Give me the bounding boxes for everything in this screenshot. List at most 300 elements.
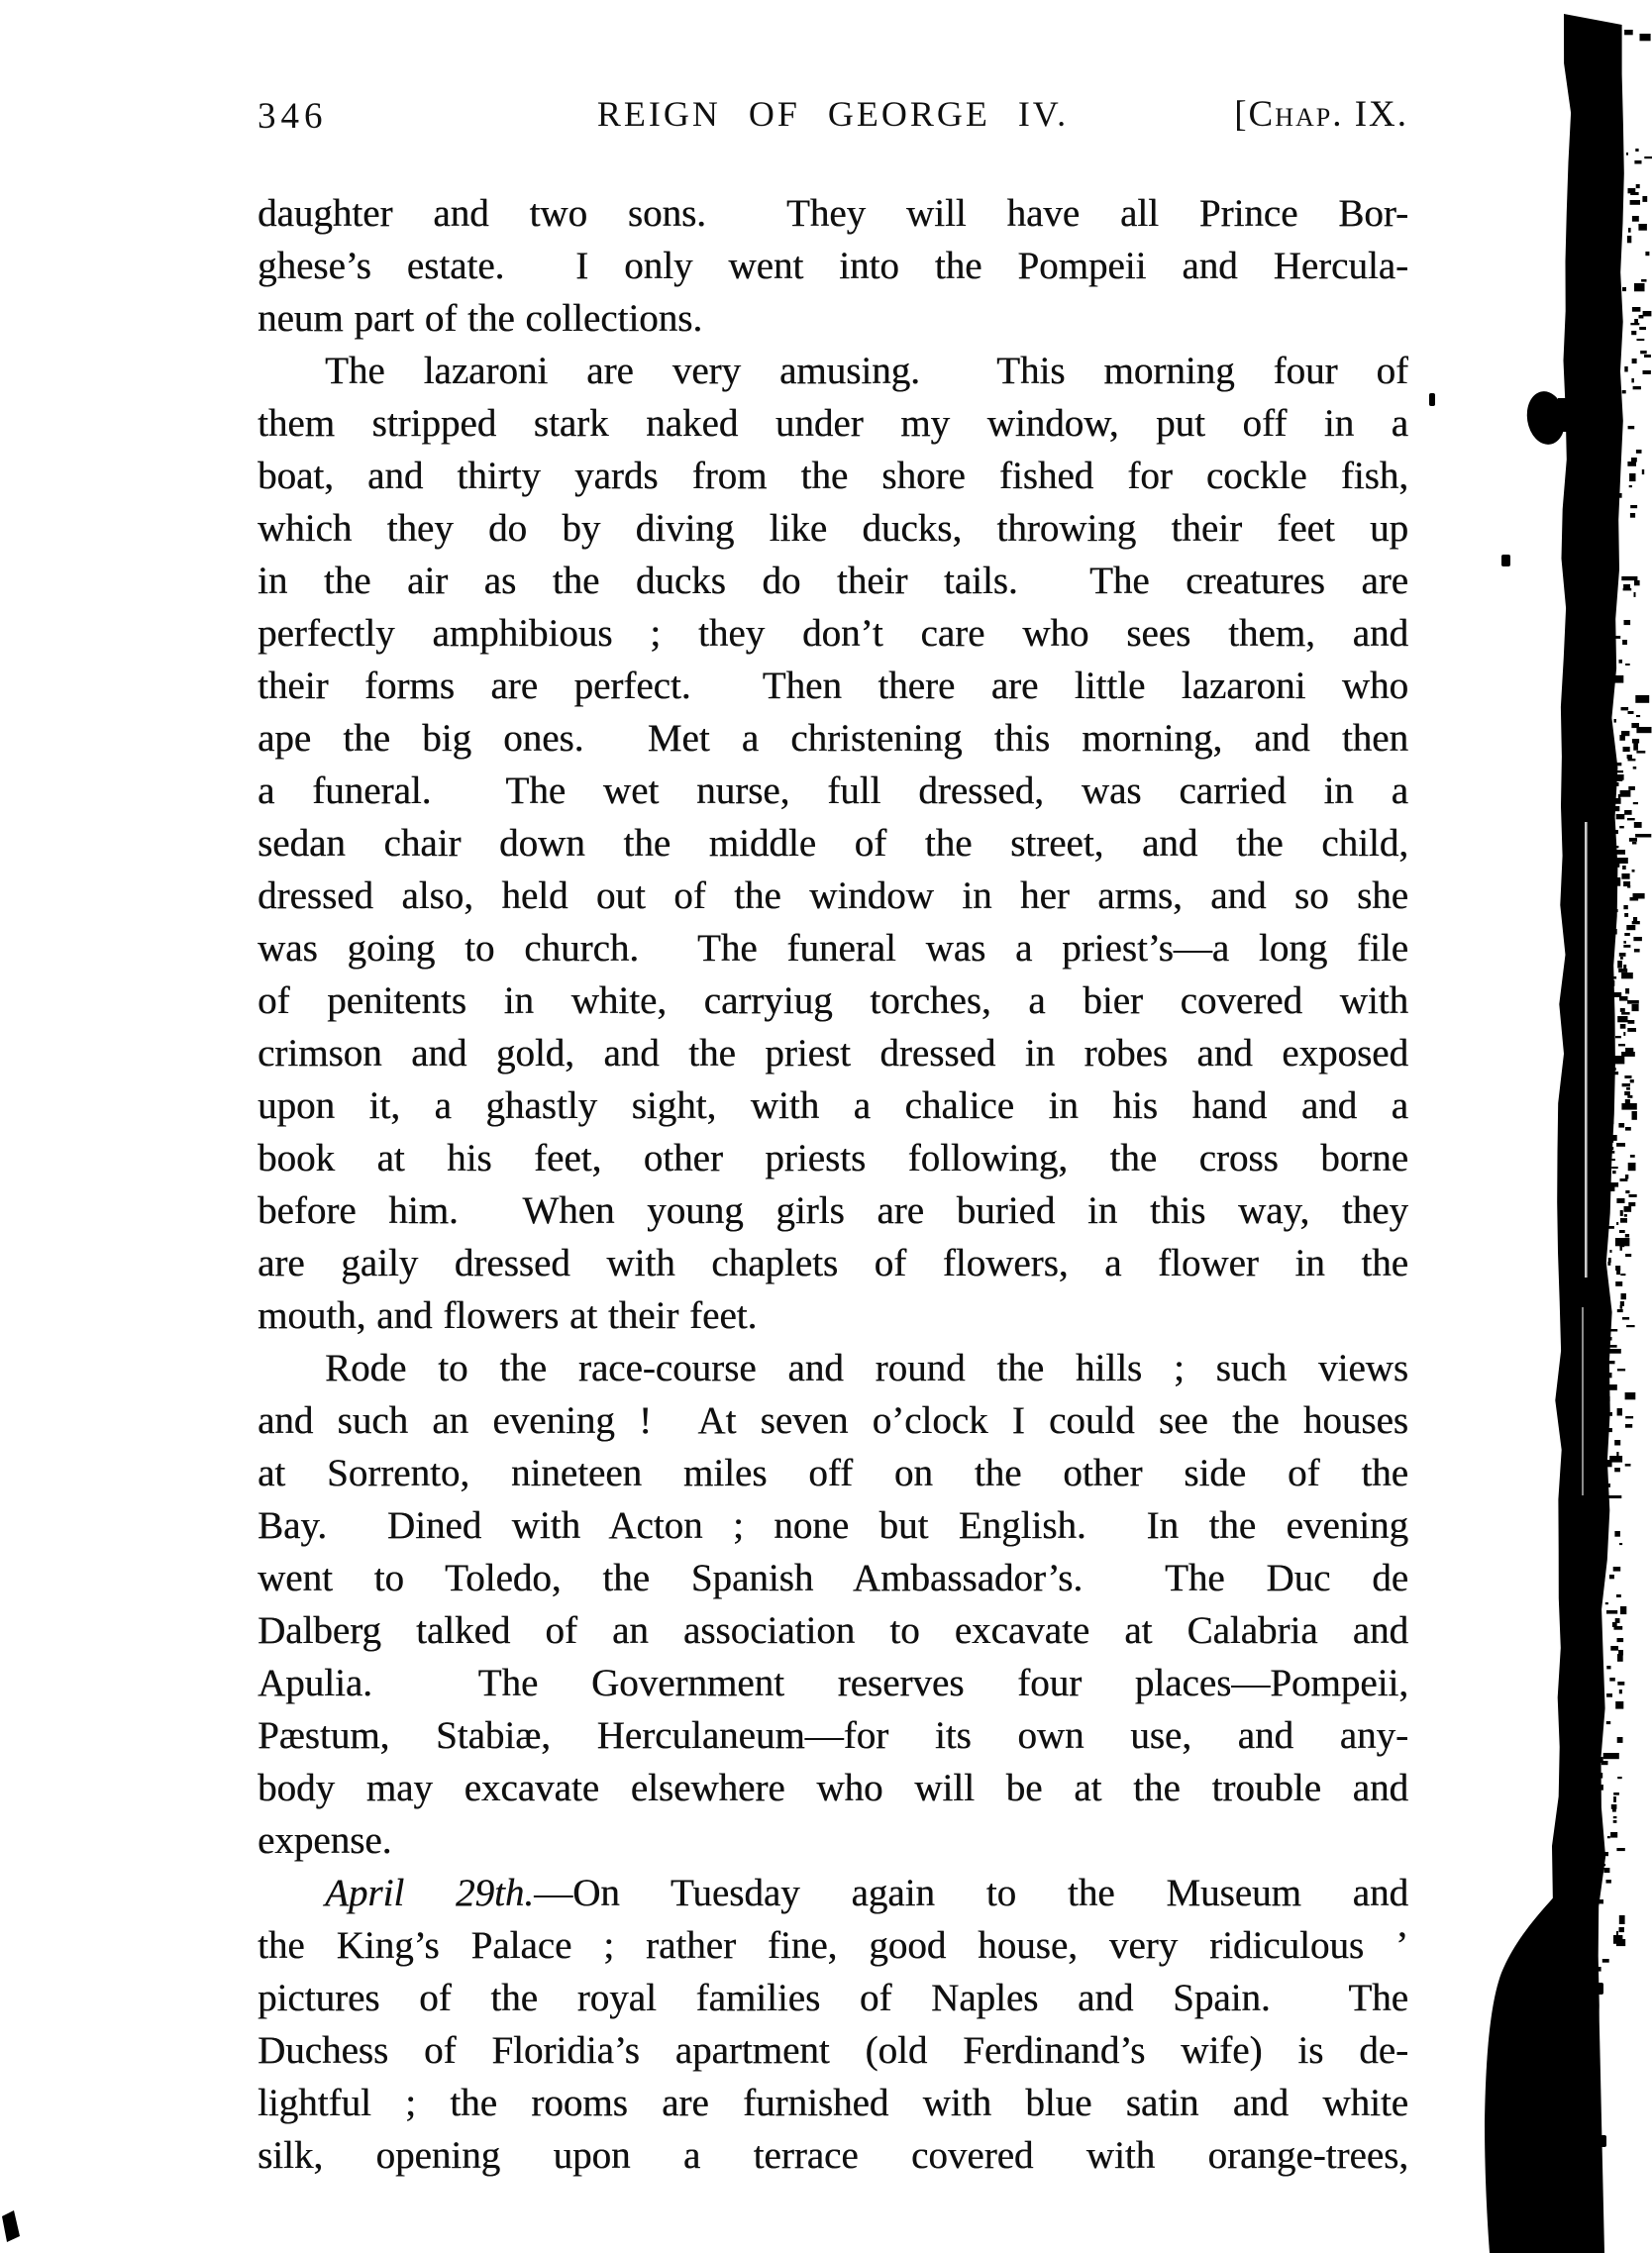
scan-speckle (1627, 1095, 1632, 1098)
scan-speckle (1606, 1693, 1612, 1697)
scan-speckle (1611, 1040, 1614, 1044)
scan-speckle (1625, 1175, 1628, 1178)
scan-speckle (1621, 873, 1629, 879)
text-segment: of penitents in white, carryiug torches, a bier covered with (258, 979, 1408, 1022)
scan-speckle (1615, 1036, 1621, 1038)
scan-speckle (1635, 834, 1651, 838)
scan-speckle (1615, 1266, 1620, 1271)
scan-speckle (1610, 1064, 1615, 1069)
scan-speckle (1625, 1048, 1633, 1052)
scan-speckle (1611, 1804, 1617, 1809)
scan-speck (1501, 555, 1510, 566)
text-segment: book at his feet, other priests following, the cross borne (258, 1137, 1408, 1179)
text-segment: was going to church. The funeral was a priest’s—a long file (258, 927, 1408, 970)
scan-speckle (1630, 897, 1639, 901)
scan-speckle (1597, 1773, 1602, 1779)
text-segment: the King’s Palace ; rather fine, good house, very ridiculous ’ (258, 1924, 1408, 1967)
scan-speckle (1611, 877, 1620, 886)
scan-speckle (1612, 1808, 1616, 1812)
scan-speckle (1606, 1337, 1612, 1341)
scan-speckle (1610, 1329, 1617, 1332)
scan-speckle (1617, 1777, 1622, 1779)
scan-speckle (1614, 1468, 1620, 1472)
scan-speckle (1631, 331, 1636, 335)
scan-speckle (1614, 1531, 1620, 1537)
scan-speckle (1628, 188, 1636, 193)
scan-speckle (1625, 1424, 1632, 1428)
text-line (258, 870, 1408, 922)
scan-speckle (1619, 953, 1626, 957)
scan-speckle (1610, 1072, 1618, 1075)
scan-speck (1600, 2135, 1606, 2147)
scan-speckle (1633, 802, 1638, 804)
scan-speckle (1613, 1792, 1619, 1795)
scan-speckle (1639, 315, 1644, 319)
text-line (258, 1027, 1408, 1079)
scan-speckle (1627, 461, 1636, 466)
scan-speckle (1613, 1796, 1616, 1802)
text-line (258, 1552, 1408, 1604)
scan-speckle (1635, 149, 1638, 152)
scan-speckle (1630, 1155, 1635, 1158)
scan-speckle (1623, 945, 1630, 948)
scan-speckle (1595, 1963, 1597, 1968)
text-line (258, 922, 1408, 974)
scan-speckle (1633, 767, 1637, 769)
scan-speckle (1611, 862, 1619, 868)
scan-speckle (1620, 1305, 1623, 1309)
running-title: REIGN OF GEORGE IV. (596, 94, 1070, 134)
scan-speckle (1633, 917, 1637, 922)
scan-speckle (1632, 358, 1637, 363)
scan-speckle (1600, 1579, 1605, 1582)
page-number: 346 (258, 96, 328, 137)
scan-speckle (1626, 925, 1635, 930)
scan-speckle (1604, 1384, 1617, 1390)
scan-speckle (1634, 283, 1645, 291)
scan-speckle (1631, 723, 1639, 728)
text-segment: upon it, a ghastly sight, with a chalice in his hand and a (258, 1084, 1408, 1127)
scan-speckle (1634, 949, 1640, 953)
scan-speckle (1617, 1309, 1623, 1312)
scan-speckle (1628, 1020, 1635, 1024)
scan-speckle (1639, 327, 1646, 330)
scan-speckle (1612, 1171, 1616, 1174)
scan-speckle (1628, 228, 1631, 233)
scan-speckle (1643, 370, 1651, 374)
scan-speckle (1603, 1868, 1609, 1873)
scan-speckle (1607, 1151, 1614, 1154)
page-header (258, 93, 1408, 143)
scan-speckle (1602, 1404, 1604, 1407)
scan-speckle (1597, 1785, 1603, 1791)
text-line (258, 1814, 1408, 1867)
scan-speckle (1625, 1254, 1631, 1257)
text-line (258, 450, 1408, 502)
text-line (258, 292, 1408, 345)
scan-scratch (1582, 1307, 1584, 1495)
scan-speckle (1610, 1832, 1617, 1838)
scan-speckle (1617, 1369, 1625, 1371)
scan-speckle (1633, 743, 1638, 751)
scan-blob (1558, 398, 1574, 432)
text-column (258, 0, 1408, 2253)
scan-speckle (1609, 1456, 1622, 1463)
scan-speckle (1617, 850, 1626, 855)
text-line (258, 1867, 1408, 1919)
scan-speckle (1616, 774, 1624, 780)
scan-speckle (1623, 881, 1630, 886)
scan-speckle (1632, 870, 1635, 872)
scan-speckle (1614, 1056, 1625, 1064)
scan-speckle (1614, 1440, 1620, 1446)
scan-speckle (1632, 1111, 1637, 1120)
text-segment: Bay. Dined with Acton ; none but English. In the evening (258, 1504, 1408, 1547)
scan-speckle (1613, 798, 1620, 804)
scan-speckle (1614, 675, 1623, 683)
text-line (258, 660, 1408, 712)
text-segment: are gaily dressed with chaplets of flowers, a flower in the (258, 1242, 1408, 1284)
scan-speckle (1636, 727, 1651, 733)
scan-speckle (1630, 505, 1637, 508)
scan-speckle (1615, 1618, 1620, 1623)
scan-speckle (1644, 355, 1651, 358)
scan-speckle (1638, 224, 1647, 231)
scan-speckle (1612, 1159, 1615, 1161)
text-segment: perfectly amphibious ; they don’t care who sees them, and (258, 612, 1408, 655)
text-segment: Dalberg talked of an association to excavate at Calabria and (258, 1609, 1408, 1652)
scan-speckle (1617, 1638, 1624, 1642)
scan-speckle (1627, 1000, 1639, 1004)
scan-speckle (1606, 1373, 1612, 1378)
scan-speckle (1602, 1959, 1609, 1963)
text-segment: expense. (258, 1819, 392, 1862)
scan-speckle (1608, 1258, 1611, 1263)
scan-speckle (1621, 576, 1637, 580)
scan-speck (1429, 393, 1435, 406)
text-line (258, 1342, 1408, 1394)
scan-speckle (1619, 735, 1625, 741)
scan-speckle (1600, 1555, 1606, 1557)
scan-speckle (1623, 588, 1632, 590)
text-segment: neum part of the collections. (258, 297, 703, 340)
scan-speckle (1616, 782, 1619, 786)
scan-speckle (1619, 1690, 1622, 1693)
scan-speckle (1623, 941, 1626, 944)
scan-speckle (1619, 1543, 1622, 1545)
text-line (258, 397, 1408, 450)
scan-speckle (1601, 1761, 1608, 1765)
scan-speckle (1633, 893, 1645, 899)
scan-speckle (1608, 1226, 1614, 1229)
scan-speckle (1624, 366, 1627, 372)
scan-speckle (1617, 1737, 1623, 1743)
scan-speckle (1619, 1242, 1624, 1247)
text-segment: body may excavate elsewhere who will be at the trouble and (258, 1767, 1408, 1809)
text-line (258, 1972, 1408, 2024)
scan-speckle (1610, 1182, 1618, 1187)
scan-speckle (1616, 1222, 1618, 1225)
scan-speckle (1634, 822, 1642, 828)
scan-speckle (1614, 1626, 1623, 1630)
scan-speckle (1608, 980, 1614, 986)
scan-speckle (1630, 1079, 1634, 1082)
text-line (258, 1394, 1408, 1447)
text-segment: Pæstum, Stabiæ, Herculaneum—for its own use, and any- (258, 1714, 1408, 1757)
scan-speckle (1610, 909, 1617, 912)
scan-speckle (1610, 1646, 1618, 1651)
scan-speckle (1628, 759, 1636, 761)
scan-speckle (1614, 770, 1623, 772)
scan-speckle (1620, 1301, 1624, 1306)
scan-speckle (1644, 156, 1652, 158)
text-line (258, 1447, 1408, 1499)
scan-speckle (1615, 1238, 1630, 1246)
scan-speckle (1628, 711, 1634, 714)
scan-speckle (1628, 1202, 1635, 1206)
scan-speckle (1609, 1678, 1615, 1682)
scan-speckle (1616, 1848, 1624, 1851)
scan-speckle (1603, 1507, 1606, 1510)
text-segment: dressed also, held out of the window in her arms, and so she (258, 874, 1408, 917)
scan-speckle (1606, 1666, 1610, 1669)
scan-speckle (1605, 1412, 1612, 1416)
scan-speckle (1617, 1654, 1623, 1662)
text-line (258, 502, 1408, 555)
scan-speckle (1609, 1345, 1617, 1348)
text-segment: in the air as the ducks do their tails. The creatures are (258, 560, 1408, 602)
scan-speckle (1623, 905, 1627, 909)
scan-speckle (1608, 1139, 1614, 1143)
scan-speckle (1624, 1214, 1627, 1217)
scan-speckle (1608, 1349, 1621, 1354)
scan-speckle (1618, 1650, 1623, 1655)
scan-speckle (1625, 988, 1629, 994)
scan-speckle (1629, 1194, 1637, 1197)
scan-speckle (1627, 755, 1632, 759)
text-line (258, 1289, 1408, 1342)
scan-band-blob (1485, 1892, 1604, 2253)
scan-speckle (1620, 1008, 1625, 1012)
scan-speckle (1608, 1361, 1614, 1364)
scan-speckle (1640, 351, 1647, 354)
text-line (258, 2129, 1408, 2182)
scan-speckle (1606, 1186, 1615, 1191)
scan-speckle (1617, 1016, 1627, 1022)
scan-speckle (1615, 636, 1620, 639)
scan-speckle (1620, 1606, 1626, 1614)
scan-speckle (1605, 1602, 1608, 1604)
scan-speckle (1599, 1967, 1601, 1972)
text-line (258, 1604, 1408, 1657)
scan-speckle (1612, 976, 1617, 979)
scan-speckle (1628, 786, 1635, 790)
scan-speckle (1601, 1519, 1609, 1521)
scan-speckle (1634, 580, 1640, 585)
scan-speckle (1643, 311, 1652, 316)
scan-speckle (1600, 1860, 1604, 1863)
scan-speckle (1634, 592, 1636, 597)
scan-speckle (1616, 1939, 1625, 1946)
scan-speckle (1618, 969, 1627, 973)
scan-speckle (1623, 747, 1630, 752)
scan-speckle (1620, 1024, 1626, 1029)
scan-blob (1523, 388, 1569, 447)
scan-speckle (1595, 1899, 1603, 1903)
scan-speckle (1602, 1852, 1608, 1856)
text-line (258, 974, 1408, 1027)
scan-speckle (1603, 1396, 1610, 1401)
scan-speckle (1642, 196, 1647, 202)
scan-speckle (1609, 1575, 1614, 1579)
scan-speckle (1623, 584, 1630, 589)
scan-speckle (1601, 1484, 1610, 1487)
text-segment: Rode to the race-course and round the hills ; such views (325, 1347, 1408, 1389)
scan-speckle (1599, 1757, 1603, 1763)
scan-speckle (1629, 838, 1637, 842)
scan-speckle (1613, 1816, 1617, 1818)
scan-speckle (1629, 485, 1632, 487)
scan-speckle (1608, 1495, 1621, 1498)
scan-speckle (1608, 1428, 1612, 1432)
scan-speckle (1620, 1218, 1627, 1223)
scan-speckle (1621, 1103, 1636, 1110)
scan-speckle (1615, 1281, 1622, 1286)
scan-speckle (1626, 1325, 1635, 1327)
scan-speckle (1636, 715, 1640, 717)
text-segment: before him. When young girls are buried in this way, they (258, 1189, 1408, 1232)
scan-speckle (1620, 790, 1631, 797)
date-heading: April 29th. (325, 1872, 535, 1914)
scan-speckle (1625, 1416, 1633, 1418)
scan-speckle (1609, 1135, 1617, 1141)
scan-speckle (1625, 1190, 1629, 1193)
scan-speckle (1631, 378, 1634, 382)
text-segment: silk, opening upon a terrace covered with orange-trees, (258, 2134, 1408, 2177)
scan-speckle (1606, 1880, 1611, 1884)
scan-speckle (1614, 719, 1616, 723)
scan-speckle (1603, 1753, 1619, 1759)
scan-band (1551, 14, 1624, 2253)
scan-speckle (1619, 660, 1623, 664)
scan-speckle (1632, 739, 1639, 744)
scan-speckle (1622, 287, 1626, 291)
text-line (258, 1657, 1408, 1709)
scan-speckle (1645, 252, 1649, 256)
text-segment: at Sorrento, nineteen miles off on the other side of the (258, 1452, 1408, 1494)
scan-speckle (1636, 751, 1645, 754)
text-line (258, 1499, 1408, 1552)
scan-speckle (1624, 1206, 1632, 1212)
scan-speckle (1634, 319, 1638, 324)
scan-speckle (1616, 1594, 1621, 1597)
scan-corner-mark (2, 2210, 20, 2242)
scan-speckle (1634, 160, 1641, 164)
text-segment: which they do by diving like ducks, throwing their feet up (258, 507, 1408, 550)
text-line (258, 607, 1408, 660)
scan-speckle (1606, 1499, 1609, 1503)
scan-speckle (1632, 307, 1641, 312)
scan-speckle (1628, 426, 1635, 429)
text-segment: their forms are perfect. Then there are little lazaroni who (258, 665, 1408, 707)
scan-speckle (1617, 858, 1628, 864)
text-line (258, 555, 1408, 607)
scan-speckle (1619, 1230, 1625, 1233)
scan-speckle (1636, 184, 1640, 188)
scan-speckle (1625, 1392, 1636, 1399)
text-line (258, 765, 1408, 817)
scan-speckle (1603, 1864, 1605, 1866)
scan-speckle (1622, 866, 1626, 870)
text-segment: mouth, and flowers at their feet. (258, 1294, 758, 1337)
scan-speckle (1636, 450, 1642, 454)
scan-speckle (1607, 1836, 1610, 1838)
scan-speckle (1624, 1091, 1630, 1095)
scan-speckle (1609, 929, 1617, 935)
text-line (258, 1184, 1408, 1237)
scan-speckle (1609, 1250, 1611, 1253)
scan-speckle (1624, 620, 1631, 625)
scan-speckle (1616, 493, 1621, 498)
text-segment: daughter and two sons. They will have all Prince Bor- (258, 192, 1408, 235)
scan-speckle (1609, 1107, 1611, 1113)
scan-speckle (1604, 1460, 1612, 1467)
scan-speckle (1624, 1075, 1631, 1078)
scan-speckle (1627, 1028, 1636, 1032)
scan-speckle (1625, 1234, 1629, 1237)
text-line (258, 2024, 1408, 2077)
scan-speckle (1629, 473, 1635, 481)
scan-speckle (1616, 814, 1625, 819)
scan-speckle (1616, 1198, 1624, 1203)
scan-speckle (1619, 1927, 1624, 1932)
text-segment: boat, and thirty yards from the shore fished for cockle fish, (258, 455, 1408, 497)
scan-speckle (1621, 1052, 1635, 1057)
scan-speckle (1642, 469, 1644, 474)
scan-speckle (1632, 842, 1636, 845)
scan-speckle (1606, 1721, 1610, 1724)
scan-speckle (1632, 216, 1639, 222)
text-line (258, 1919, 1408, 1972)
scan-speckle (1631, 458, 1637, 462)
scan-speckle (1621, 1293, 1626, 1299)
text-line (258, 1132, 1408, 1184)
text-segment: Duchess of Floridia’s apartment (old Ferdinand’s wife) is de- (258, 2029, 1408, 2072)
text-line (258, 1237, 1408, 1289)
text-segment: them stripped stark naked under my window, put off in a (258, 402, 1408, 445)
scan-speckle (1623, 1032, 1625, 1036)
scan-speckle (1608, 1068, 1616, 1071)
scan-speckle (1613, 1935, 1622, 1944)
scan-speckle (1615, 1701, 1623, 1709)
scan-speckle (1624, 933, 1630, 936)
scan-speckle (1620, 1178, 1628, 1181)
scan-speckle (1633, 386, 1641, 389)
scan-speckle (1628, 1163, 1636, 1171)
scan-speck (1597, 1983, 1603, 1995)
scan-speckle (1608, 1119, 1613, 1124)
scan-speckle (1630, 513, 1635, 518)
scan-speckle (1611, 1167, 1618, 1169)
scan-speckle (1621, 973, 1633, 978)
text-line (258, 1762, 1408, 1814)
scan-speckle (1616, 1452, 1618, 1458)
scan-speckle (1621, 731, 1629, 736)
scan-speckle (1637, 339, 1645, 341)
scan-speckle (1616, 1143, 1625, 1147)
scan-speckle (1632, 921, 1640, 924)
scan-speckle (1612, 1622, 1617, 1627)
